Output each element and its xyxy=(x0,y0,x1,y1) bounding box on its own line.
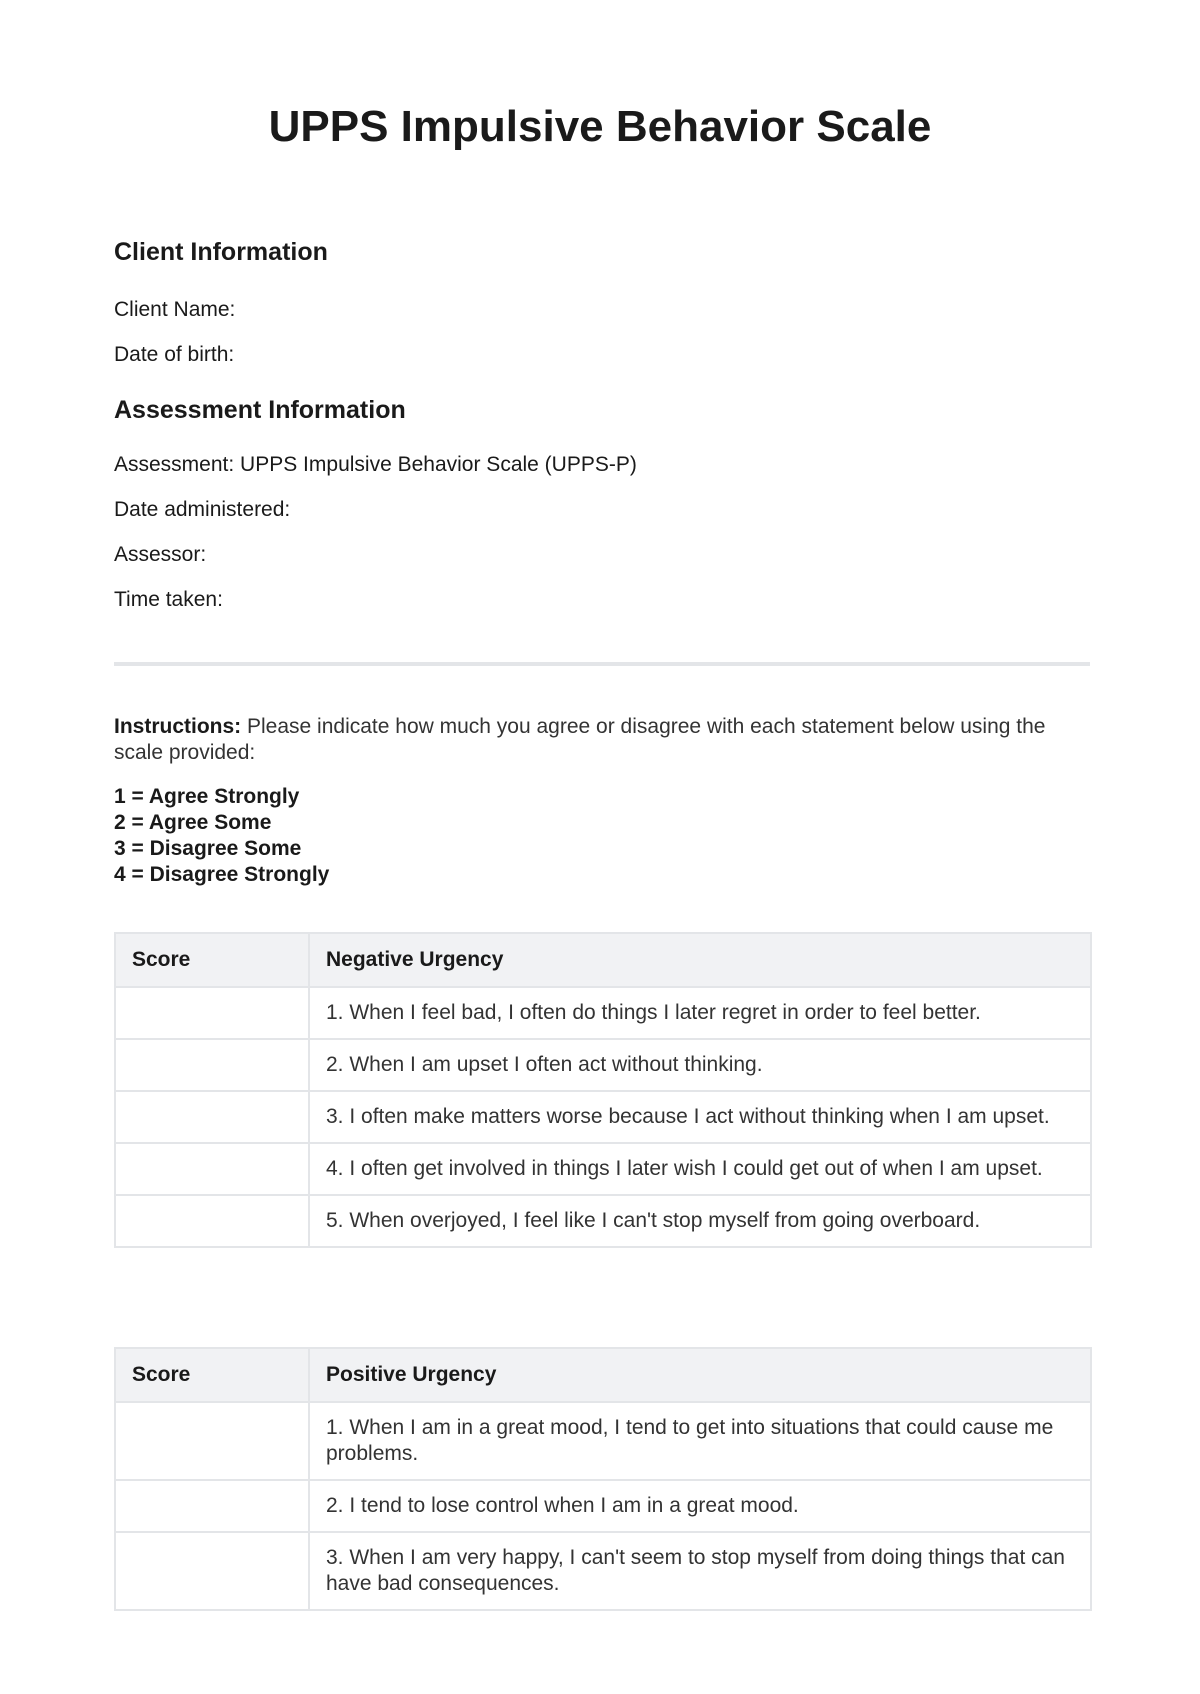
date-administered-label: Date administered: xyxy=(114,498,291,521)
category-column-header: Negative Urgency xyxy=(309,933,1091,987)
table-row xyxy=(115,1091,1091,1143)
table-row xyxy=(115,1480,1091,1532)
client-name-label: Client Name: xyxy=(114,298,236,321)
score-column-header: Score xyxy=(115,1348,309,1402)
rating-scale-list xyxy=(114,784,329,888)
table-row xyxy=(115,1402,1091,1480)
statement-cell: 4. I often get involved in things I later wish I could get out of when I am upset. xyxy=(309,1143,1091,1195)
time-taken-label: Time taken: xyxy=(114,588,223,611)
statement-cell: 5. When overjoyed, I feel like I can't stop myself from going overboard. xyxy=(309,1195,1091,1247)
table-header-row xyxy=(115,1348,1091,1402)
section-divider xyxy=(114,662,1090,666)
table-row xyxy=(115,1532,1091,1610)
score-cell[interactable] xyxy=(115,1532,309,1610)
score-cell[interactable] xyxy=(115,1143,309,1195)
instructions-label: Instructions: xyxy=(114,715,242,738)
instructions-text xyxy=(114,714,1090,766)
instructions-body: Please indicate how much you agree or disagree with each statement below using the scale provided: xyxy=(114,715,1046,764)
statement-cell: 1. When I feel bad, I often do things I later regret in order to feel better. xyxy=(309,987,1091,1039)
table-row xyxy=(115,1039,1091,1091)
assessment-information-heading: Assessment Information xyxy=(114,396,406,424)
score-column-header: Score xyxy=(115,933,309,987)
table-row xyxy=(115,1143,1091,1195)
table-row xyxy=(115,987,1091,1039)
table-row xyxy=(115,1195,1091,1247)
statement-cell: 2. I tend to lose control when I am in a great mood. xyxy=(309,1480,1091,1532)
statement-cell: 2. When I am upset I often act without thinking. xyxy=(309,1039,1091,1091)
scale-item-2: 2 = Agree Some xyxy=(114,811,272,834)
statement-cell: 3. I often make matters worse because I act without thinking when I am upset. xyxy=(309,1091,1091,1143)
category-column-header: Positive Urgency xyxy=(309,1348,1091,1402)
scale-item-3: 3 = Disagree Some xyxy=(114,837,302,860)
score-cell[interactable] xyxy=(115,1402,309,1480)
negative-urgency-table xyxy=(114,932,1092,1248)
score-cell[interactable] xyxy=(115,1039,309,1091)
scale-item-4: 4 = Disagree Strongly xyxy=(114,863,330,886)
positive-urgency-table xyxy=(114,1347,1092,1611)
client-information-heading: Client Information xyxy=(114,238,328,266)
score-cell[interactable] xyxy=(115,1480,309,1532)
document-title: UPPS Impulsive Behavior Scale xyxy=(268,102,932,151)
statement-cell: 1. When I am in a great mood, I tend to get into situations that could cause me problems. xyxy=(309,1402,1091,1480)
date-of-birth-label: Date of birth: xyxy=(114,343,235,366)
score-cell[interactable] xyxy=(115,987,309,1039)
assessment-label: Assessment: UPPS Impulsive Behavior Scale (UPPS-P) xyxy=(114,453,637,476)
statement-cell: 3. When I am very happy, I can't seem to stop myself from doing things that can have bad consequences. xyxy=(309,1532,1091,1610)
score-cell[interactable] xyxy=(115,1195,309,1247)
table-header-row xyxy=(115,933,1091,987)
assessor-label: Assessor: xyxy=(114,543,207,566)
score-cell[interactable] xyxy=(115,1091,309,1143)
scale-item-1: 1 = Agree Strongly xyxy=(114,785,300,808)
